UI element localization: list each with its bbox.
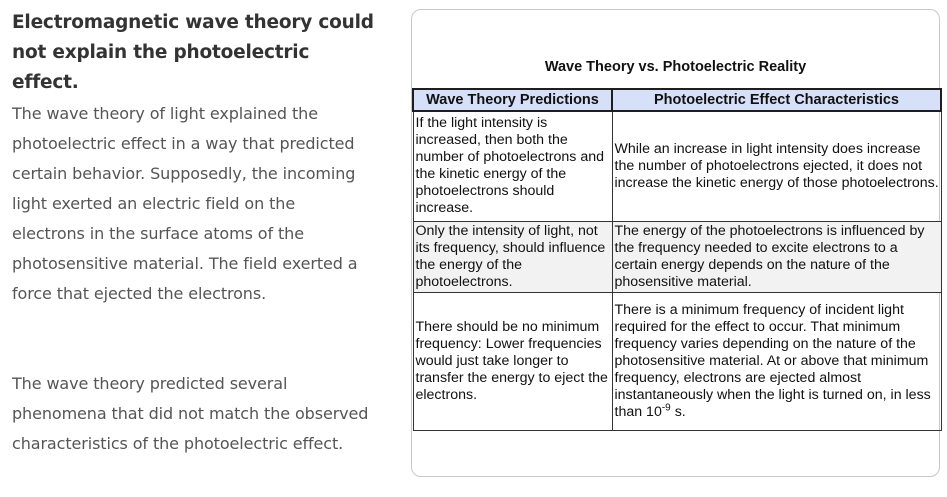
- prediction-cell: If the light intensity is increased, then both the number of photoelectrons and the kinetic energy of the photoelectrons should increase.: [413, 111, 612, 221]
- prediction-cell: Only the intensity of light, not its frequency, should influence the energy of the photoelectrons.: [413, 221, 612, 292]
- table-row: [413, 292, 941, 430]
- header-photoelectric: Photoelectric Effect Characteristics: [612, 89, 941, 111]
- characteristic-cell: [612, 292, 941, 430]
- comparison-card: [411, 9, 940, 477]
- table-row: [413, 221, 941, 292]
- paragraph-wave-theory: The wave theory of light explained the photoelectric effect in a way that predicted certain behavior. Supposedly, the incoming light exerted an electric field on the electrons in the surface atoms of the photosensitive material. The field exerted a force that ejected the electrons.: [12, 104, 358, 303]
- article-column: [12, 8, 382, 453]
- characteristic-cell: While an increase in light intensity does increase the number of photoelectrons ejected, it does not increase the kinetic energy of those photoelectrons.: [612, 111, 941, 221]
- paragraph-predictions: The wave theory predicted several phenomena that did not match the observed characteristics of the photoelectric effect.: [12, 374, 369, 453]
- table-title: Wave Theory vs. Photoelectric Reality: [544, 59, 807, 75]
- characteristic-suffix: s.: [670, 403, 686, 420]
- prediction-cell: There should be no minimum frequency: Lower frequencies would just take longer to transfer the energy to eject the electrons.: [413, 292, 612, 430]
- characteristic-text: There is a minimum frequency of incident light required for the effect to occur. That minimum frequency varies depending on the nature of the photosensitive material. At or above that minimum frequency, electrons are ejected almost instantaneously when the light is turned on, in less than 10: [614, 301, 931, 420]
- header-wave-theory: Wave Theory Predictions: [413, 89, 612, 111]
- section-heading: Electromagnetic wave theory could not explain the photoelectric effect.: [12, 12, 374, 93]
- table-row: [413, 111, 941, 221]
- exponent: -9: [661, 401, 671, 413]
- comparison-table: [412, 88, 942, 431]
- table-header-row: [413, 89, 941, 111]
- characteristic-cell: The energy of the photoelectrons is influenced by the frequency needed to excite electrons to a certain energy depends on the nature of the phosensitive material.: [612, 221, 941, 292]
